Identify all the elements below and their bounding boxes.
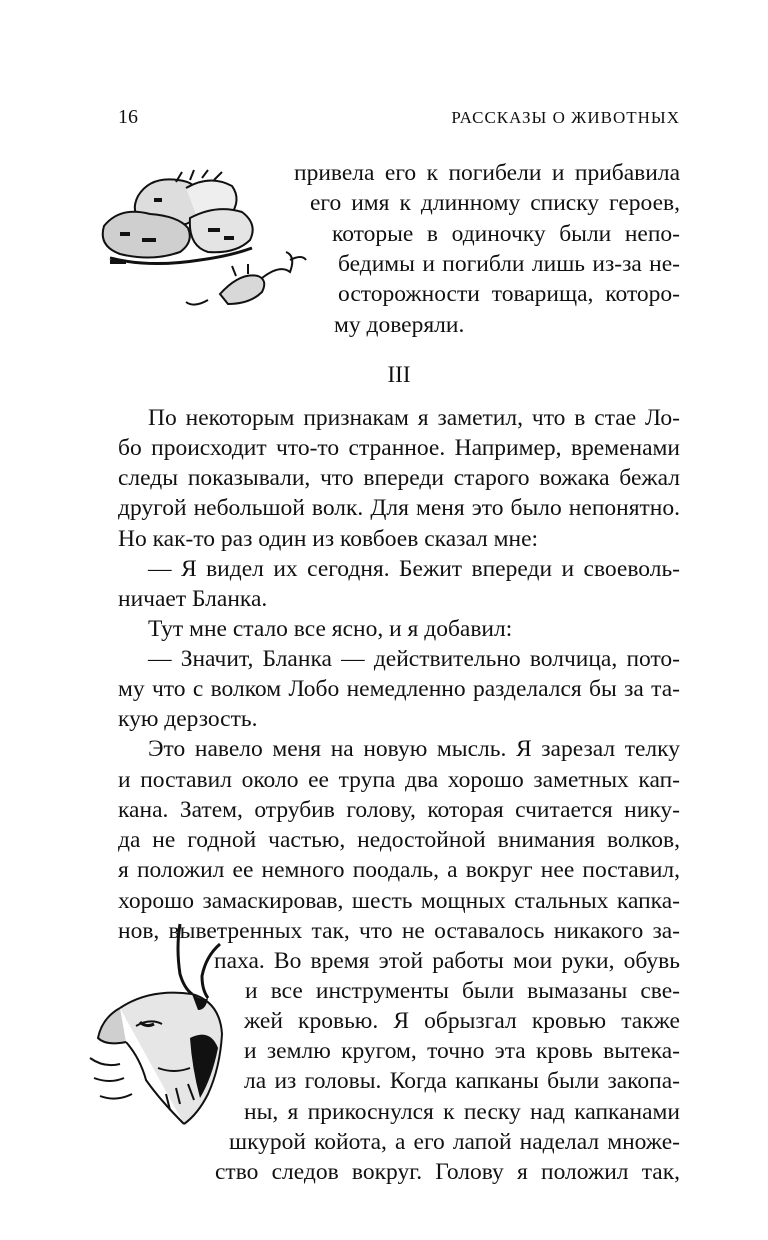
text-line: бедимы и погибли лишь из-за не- [338,251,680,277]
text-line: следы показывали, что впереди старого вожака бежал [118,465,680,491]
text-line: кую дерзость. [118,706,258,732]
text-line: привела его к погибели и прибавила [294,160,680,186]
text-line: му что с волком Лобо немедленно разделался бы за та- [118,676,680,702]
text-line: ничает Бланка. [118,586,268,612]
text-line: и землю кругом, точно эта кровь вытека- [244,1038,680,1064]
page-number: 16 [118,106,138,128]
section-heading: III [387,362,411,387]
text-line: жей кровью. Я обрызгал кровью также [244,1008,680,1034]
text-line: осторожности товарища, которо- [338,281,680,307]
text-line: ны, я прикоснулся к песку над капканами [244,1099,680,1125]
text-line: ство следов вокруг. Голову я положил так, [215,1159,680,1185]
text-line: да не годной частью, недостойной внимания волков, [118,827,680,853]
text-line: и все инструменты были вымазаны све- [245,978,680,1004]
text-line: кана. Затем, отрубив голову, которая считается нику- [118,797,680,823]
text-line: му доверяли. [334,312,465,338]
text-line: Но как-то раз один из ковбоев сказал мне: [118,526,539,552]
text-line: — Значит, Бланка — действительно волчица, пото- [148,646,680,672]
text-line: хорошо замаскировав, шесть мощных стальных капка- [118,888,680,914]
text-line: Тут мне стало все ясно, и я добавил: [148,616,513,642]
running-title: РАССКАЗЫ О ЖИВОТНЫХ [451,108,680,127]
text-line: бо происходит что-то странное. Например, временами [118,435,680,461]
text-line: шкурой койота, а его лапой наделал множе- [229,1129,680,1155]
text-line: которые в одиночку были непо- [332,221,680,247]
rocks-and-carcass-illustration [90,168,310,318]
text-line: я положил ее немного поодаль, а вокруг нее поставил, [118,857,680,883]
text-line: другой небольшой волк. Для меня это было непонятно. [118,495,680,521]
text-line: паха. Во время этой работы мои руки, обувь [214,948,680,974]
text-line: и поставил около ее трупа два хорошо заметных кап- [118,767,680,793]
text-line: ла из головы. Когда капканы были закопа- [244,1068,680,1094]
text-line: его имя к длинному списку героев, [310,190,680,216]
text-line: Это навело меня на новую мысль. Я зарезал телку [148,736,680,762]
text-line: нов, выветренных так, что не оставалось никакого за- [118,918,680,944]
text-line: — Я видел их сегодня. Бежит впереди и своеволь- [148,556,680,582]
text-line: По некоторым признакам я заметил, что в стае Ло- [148,405,680,431]
